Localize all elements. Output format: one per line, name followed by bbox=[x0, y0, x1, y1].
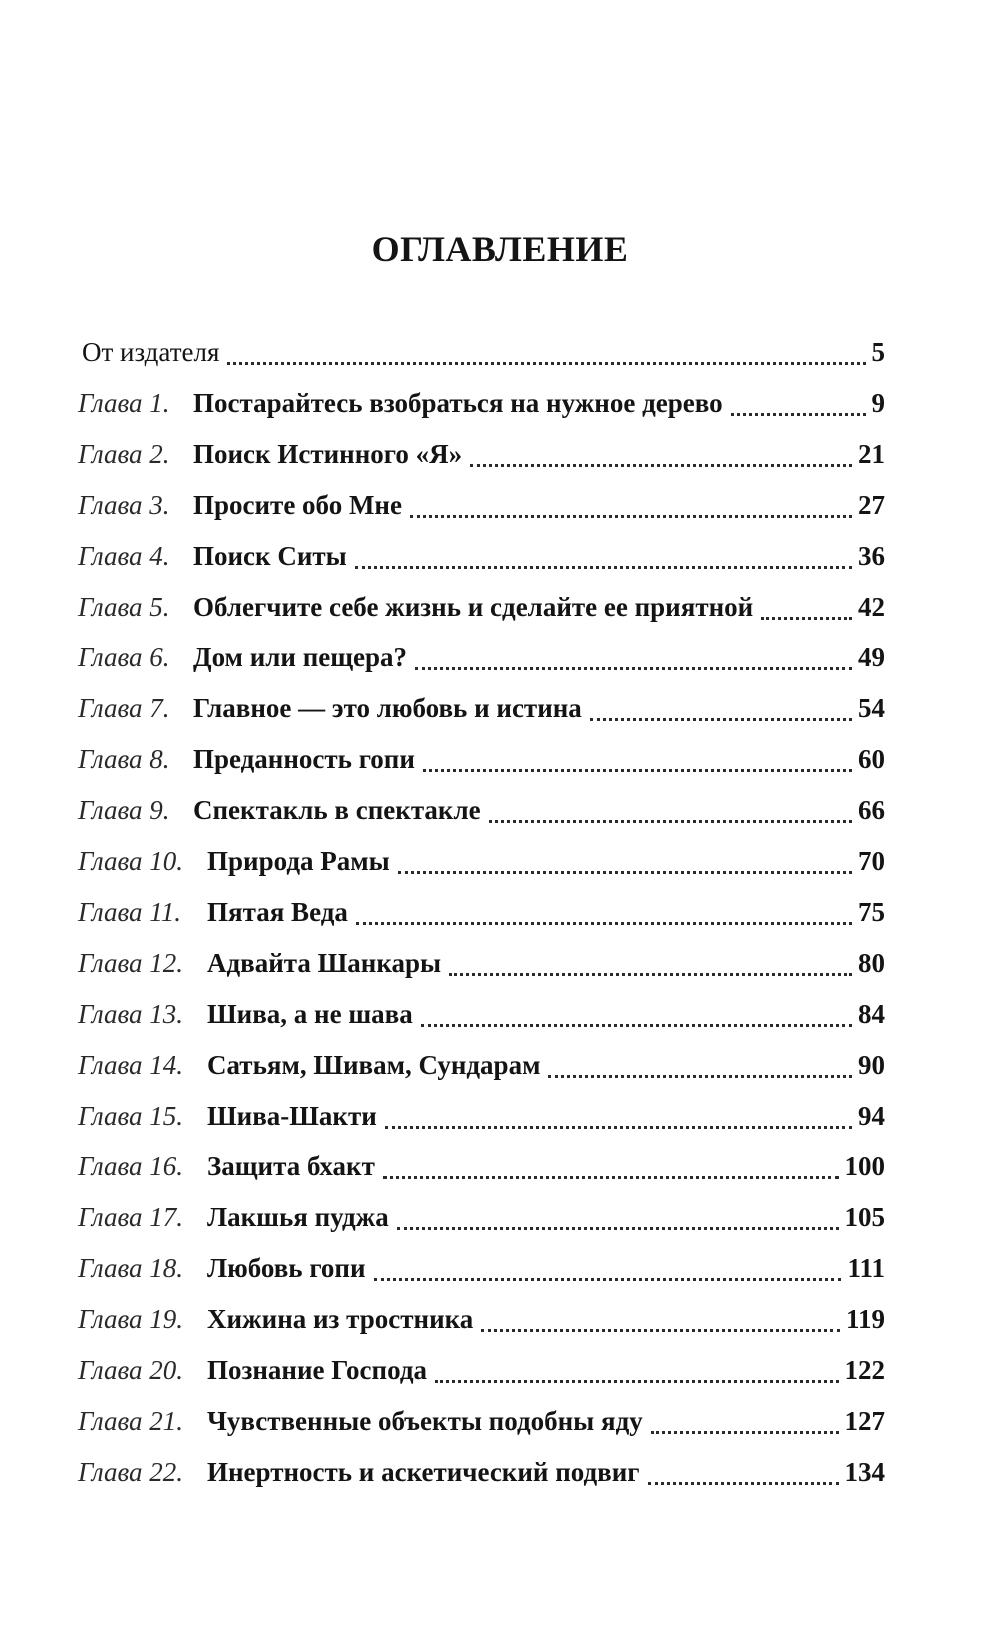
toc-entry bbox=[0, 1096, 1000, 1136]
chapter-title: Поиск Истинного «Я» bbox=[193, 438, 463, 469]
page-number: 80 bbox=[858, 947, 885, 978]
toc-entry bbox=[0, 383, 1000, 423]
dot-leader bbox=[374, 1278, 842, 1281]
page-number: 21 bbox=[858, 438, 885, 469]
toc-entry bbox=[0, 1248, 1000, 1288]
chapter-title: Чувственные объекты подобны яду bbox=[207, 1405, 643, 1436]
dot-leader bbox=[761, 617, 852, 620]
page-number: 36 bbox=[858, 540, 885, 571]
dot-leader bbox=[548, 1075, 852, 1078]
chapter-label: Глава 21. bbox=[78, 1405, 184, 1436]
page-number: 42 bbox=[858, 591, 885, 622]
page-number: 75 bbox=[858, 896, 885, 927]
chapter-title: Хижина из тростника bbox=[207, 1304, 474, 1335]
chapter-title: Лакшья пуджа bbox=[207, 1202, 389, 1233]
chapter-title: Инертность и аскетический подвиг bbox=[207, 1456, 640, 1487]
page-number: 27 bbox=[858, 489, 885, 520]
chapter-label: Глава 1. bbox=[78, 387, 170, 418]
chapter-title: Просите обо Мне bbox=[193, 489, 402, 520]
page-number: 70 bbox=[858, 846, 885, 876]
toc-entry bbox=[0, 1197, 1000, 1237]
dot-leader bbox=[421, 1024, 852, 1027]
chapter-label: Глава 6. bbox=[78, 642, 170, 673]
chapter-title: Природа Рамы bbox=[207, 846, 390, 876]
dot-leader bbox=[731, 413, 866, 416]
page-number: 49 bbox=[858, 642, 885, 673]
toc-entry bbox=[0, 943, 1000, 983]
page-number: 127 bbox=[844, 1405, 885, 1436]
chapter-title: Любовь гопи bbox=[207, 1253, 366, 1284]
page-number: 134 bbox=[844, 1456, 885, 1487]
page-number: 111 bbox=[847, 1253, 885, 1284]
chapter-title: Преданность гопи bbox=[193, 744, 415, 775]
dot-leader bbox=[423, 769, 852, 772]
toc-entry bbox=[0, 841, 1000, 881]
chapter-label: Глава 4. bbox=[78, 540, 170, 571]
page-number: 60 bbox=[858, 744, 885, 775]
dot-leader bbox=[470, 464, 852, 467]
chapter-label: Глава 5. bbox=[78, 591, 170, 622]
dot-leader bbox=[383, 1176, 839, 1179]
toc-entry bbox=[0, 994, 1000, 1034]
chapter-title: Постарайтесь взобраться на нужное дерево bbox=[193, 387, 723, 418]
chapter-label: Глава 15. bbox=[78, 1100, 184, 1131]
toc-entry bbox=[0, 1299, 1000, 1339]
page-number: 9 bbox=[871, 387, 885, 418]
chapter-title: Поиск Ситы bbox=[193, 540, 347, 571]
chapter-title: От издателя bbox=[82, 337, 220, 367]
toc-entry bbox=[0, 1045, 1000, 1085]
page-number: 122 bbox=[844, 1355, 885, 1385]
page-number: 90 bbox=[858, 1049, 885, 1080]
dot-leader bbox=[410, 515, 852, 518]
chapter-label: Глава 12. bbox=[78, 947, 184, 978]
chapter-label: Глава 9. bbox=[78, 795, 170, 826]
page-title: ОГЛАВЛЕНИЕ bbox=[371, 229, 629, 269]
toc-entry bbox=[0, 892, 1000, 932]
toc-entry bbox=[0, 790, 1000, 830]
chapter-label: Глава 3. bbox=[78, 489, 170, 520]
dot-leader bbox=[651, 1431, 839, 1434]
dot-leader bbox=[648, 1482, 839, 1485]
chapter-title: Главное — это любовь и истина bbox=[193, 693, 582, 724]
page-number: 100 bbox=[844, 1151, 885, 1182]
chapter-label: Глава 19. bbox=[78, 1304, 184, 1335]
chapter-label: Глава 16. bbox=[78, 1151, 184, 1182]
dot-leader bbox=[449, 973, 852, 976]
page-number: 94 bbox=[858, 1100, 885, 1131]
dot-leader bbox=[397, 1227, 839, 1230]
chapter-label: Глава 10. bbox=[78, 846, 184, 876]
page-number: 84 bbox=[858, 998, 885, 1029]
dot-leader bbox=[355, 566, 852, 569]
dot-leader bbox=[435, 1380, 839, 1383]
chapter-label: Глава 7. bbox=[78, 693, 170, 724]
chapter-label: Глава 17. bbox=[78, 1202, 184, 1233]
toc-entry bbox=[0, 637, 1000, 677]
toc-entry bbox=[0, 688, 1000, 728]
page-number: 5 bbox=[871, 337, 885, 367]
dot-leader bbox=[398, 871, 852, 874]
toc-entry bbox=[0, 739, 1000, 779]
chapter-title: Защита бхакт bbox=[207, 1151, 375, 1182]
page-number: 66 bbox=[858, 795, 885, 826]
toc-entry bbox=[0, 587, 1000, 627]
chapter-title: Пятая Веда bbox=[207, 896, 348, 927]
dot-leader bbox=[590, 718, 852, 721]
toc-entry bbox=[0, 485, 1000, 525]
toc-entry bbox=[0, 1452, 1000, 1492]
toc-entry bbox=[0, 536, 1000, 576]
toc-entry bbox=[0, 1401, 1000, 1441]
chapter-label: Глава 22. bbox=[78, 1456, 184, 1487]
dot-leader bbox=[356, 922, 852, 925]
toc-entry bbox=[0, 1146, 1000, 1186]
chapter-title: Познание Господа bbox=[207, 1355, 427, 1385]
chapter-label: Глава 14. bbox=[78, 1049, 184, 1080]
dot-leader bbox=[385, 1126, 852, 1129]
chapter-label: Глава 20. bbox=[78, 1355, 184, 1385]
dot-leader bbox=[227, 362, 865, 365]
toc-entry bbox=[0, 434, 1000, 474]
chapter-title: Дом или пещера? bbox=[193, 642, 408, 673]
dot-leader bbox=[481, 1329, 840, 1332]
dot-leader bbox=[489, 820, 852, 823]
chapter-title: Облегчите себе жизнь и сделайте ее приятной bbox=[193, 591, 754, 622]
toc-entry bbox=[0, 332, 1000, 372]
chapter-label: Глава 8. bbox=[78, 744, 170, 775]
chapter-title: Шива-Шакти bbox=[207, 1100, 377, 1131]
chapter-label: Глава 13. bbox=[78, 998, 184, 1029]
toc-entry bbox=[0, 1350, 1000, 1390]
chapter-label: Глава 2. bbox=[78, 438, 170, 469]
chapter-label: Глава 11. bbox=[78, 896, 182, 927]
chapter-title: Сатьям, Шивам, Сундарам bbox=[207, 1049, 541, 1080]
chapter-title: Спектакль в спектакле bbox=[193, 795, 481, 826]
chapter-title: Шива, а не шава bbox=[207, 998, 413, 1029]
chapter-title: Адвайта Шанкары bbox=[207, 947, 442, 978]
dot-leader bbox=[415, 667, 852, 670]
page-number: 54 bbox=[858, 693, 885, 724]
page-number: 119 bbox=[845, 1304, 885, 1335]
page-number: 105 bbox=[844, 1202, 885, 1233]
chapter-label: Глава 18. bbox=[78, 1253, 184, 1284]
